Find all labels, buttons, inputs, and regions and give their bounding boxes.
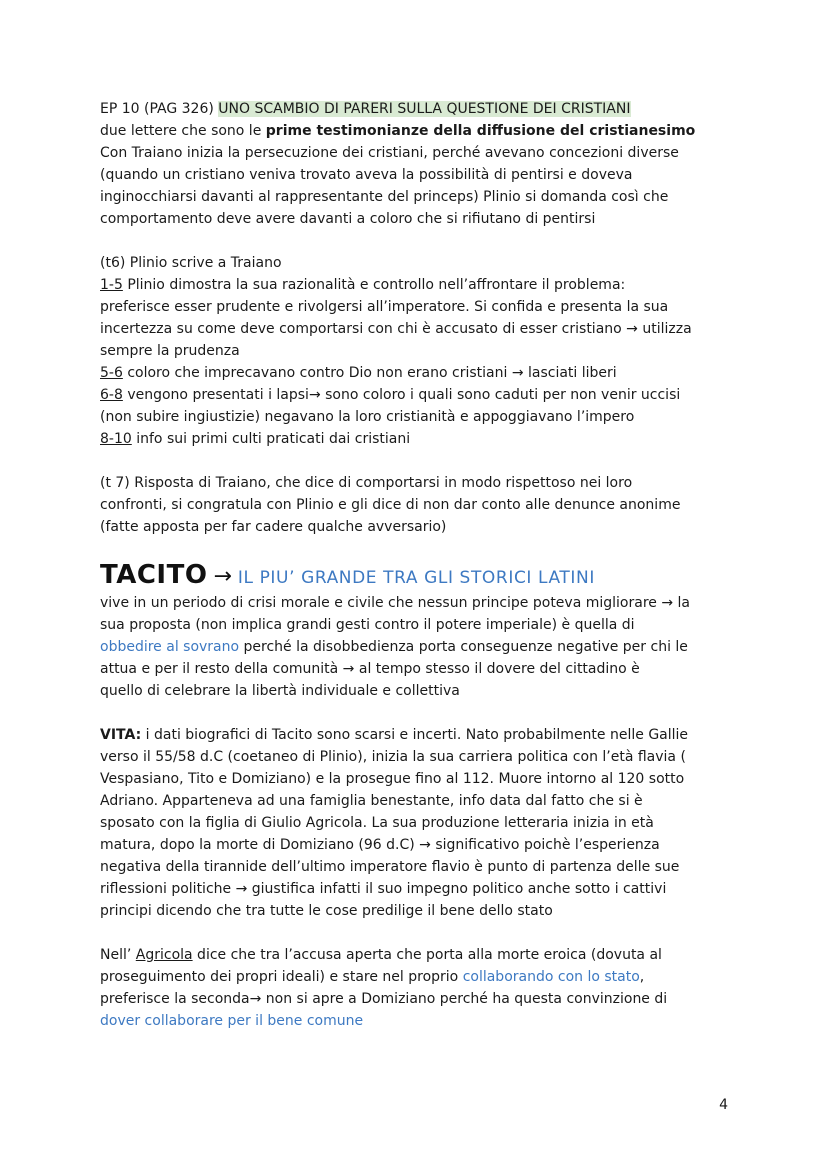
text-span: info sui primi culti praticati dai cristiani (131, 431, 411, 447)
blue-keyword: obbedire al sovrano (100, 639, 240, 655)
text-line (100, 944, 740, 966)
text-line: Adriano. Apparteneva ad una famiglia benestante, info data dal fatto che si è (100, 793, 643, 809)
text-span: proseguimento dei propri ideali) e stare nel proprio (100, 969, 463, 985)
text-span: , (639, 969, 645, 985)
text-line: incertezza su come deve comportarsi con chi è accusato di esser cristiano → utilizza (100, 321, 692, 337)
bold-text: prime testimonianze della diffusione del cristianesimo (265, 123, 696, 139)
text-line: (non subire ingiustizie) negavano la loro cristianità e appoggiavano l’impero (100, 409, 635, 425)
text-line: sua proposta (non implica grandi gesti contro il potere imperiale) è quella di (100, 617, 635, 633)
text-span: vengono presentati i lapsi→ sono coloro i quali sono caduti per non venir uccisi (122, 387, 681, 403)
text-line: verso il 55/58 d.C (coetaneo di Plinio), inizia la sua carriera politica con l’età flavia ( (100, 749, 686, 765)
section-vita (100, 724, 740, 922)
blue-keyword-line: dover collaborare per il bene comune (100, 1013, 364, 1029)
text-line: confronti, si congratula con Plinio e gli dice di non dar conto alle denunce anonime (100, 497, 681, 513)
text-span: coloro che imprecavano contro Dio non erano cristiani → lasciati liberi (122, 365, 617, 381)
text-line: Con Traiano inizia la persecuzione dei cristiani, perché avevano concezioni diverse (100, 145, 679, 161)
highlighted-heading: UNO SCAMBIO DI PARERI SULLA QUESTIONE DEI CRISTIANI (218, 101, 631, 117)
text-line (100, 274, 740, 296)
text-line: (quando un cristiano veniva trovato aveva la possibilità di pentirsi e doveva (100, 167, 633, 183)
text-line (100, 362, 740, 384)
blue-keyword: collaborando con lo stato (462, 969, 640, 985)
vita-label: VITA: (100, 727, 142, 743)
text-line (100, 966, 740, 988)
text-span: i dati biografici di Tacito sono scarsi e incerti. Nato probabilmente nelle Gallie (141, 727, 689, 743)
text-line (100, 636, 740, 658)
text-span: dice che tra l’accusa aperta che porta alla morte eroica (dovuta al (192, 947, 662, 963)
text-span: Nell’ (100, 947, 136, 963)
section-heading (100, 560, 740, 590)
agricola-title: Agricola (135, 947, 193, 963)
arrow-icon: → (213, 564, 232, 589)
text-line: (t6) Plinio scrive a Traiano (100, 255, 282, 271)
text-span: EP 10 (PAG 326) (100, 101, 219, 117)
text-line (100, 428, 740, 450)
text-line: riflessioni politiche → giustifica infatti il suo impegno politico anche sotto i cattivi (100, 881, 667, 897)
text-line: vive in un periodo di crisi morale e civile che nessun principe poteva migliorare → la (100, 595, 690, 611)
heading-title: TACITO (100, 560, 208, 590)
document-page (100, 98, 740, 1032)
text-line: (fatte apposta per far cadere qualche avversario) (100, 519, 447, 535)
text-line: sempre la prudenza (100, 343, 240, 359)
text-line: (t 7) Risposta di Traiano, che dice di comportarsi in modo rispettoso nei loro (100, 475, 633, 491)
section-intro-tacito (100, 592, 740, 702)
text-line: inginocchiarsi davanti al rappresentante del princeps) Plinio si domanda così che (100, 189, 669, 205)
text-span: due lettere che sono le (100, 123, 266, 139)
line-reference: 8-10 (100, 431, 132, 447)
text-span: Plinio dimostra la sua razionalità e controllo nell’affrontare il problema: (122, 277, 626, 293)
text-line: negativa della tirannide dell’ultimo imperatore flavio è punto di partenza delle sue (100, 859, 680, 875)
text-line: sposato con la figlia di Giulio Agricola. La sua produzione letteraria inizia in età (100, 815, 654, 831)
text-line (100, 384, 740, 406)
text-span: perché la disobbedienza porta conseguenze negative per chi le (239, 639, 688, 655)
line-reference: 5-6 (100, 365, 123, 381)
text-line: preferisce la seconda→ non si apre a Domiziano perché ha questa convinzione di (100, 991, 668, 1007)
text-line: quello di celebrare la libertà individuale e collettiva (100, 683, 460, 699)
text-line (100, 724, 740, 746)
text-line: matura, dopo la morte di Domiziano (96 d.C) → significativo poichè l’esperienza (100, 837, 660, 853)
text-line: Vespasiano, Tito e Domiziano) e la prosegue fino al 112. Muore intorno al 120 sotto (100, 771, 685, 787)
heading-subtitle: IL PIU’ GRANDE TRA GLI STORICI LATINI (237, 568, 595, 588)
line-reference: 6-8 (100, 387, 123, 403)
section-epistola (100, 98, 740, 230)
line-reference: 1-5 (100, 277, 123, 293)
text-line (100, 98, 740, 120)
section-traiano-reply (100, 472, 740, 538)
section-plinio-letter (100, 252, 740, 450)
text-line: preferisce esser prudente e rivolgersi all’imperatore. Si confida e presenta la sua (100, 299, 669, 315)
text-line: attua e per il resto della comunità → al tempo stesso il dovere del cittadino è (100, 661, 640, 677)
text-line: comportamento deve avere davanti a coloro che si rifiutano di pentirsi (100, 211, 596, 227)
page-number: 4 (719, 1097, 728, 1113)
section-agricola (100, 944, 740, 1032)
text-line (100, 120, 740, 142)
text-line: principi dicendo che tra tutte le cose predilige il bene dello stato (100, 903, 553, 919)
